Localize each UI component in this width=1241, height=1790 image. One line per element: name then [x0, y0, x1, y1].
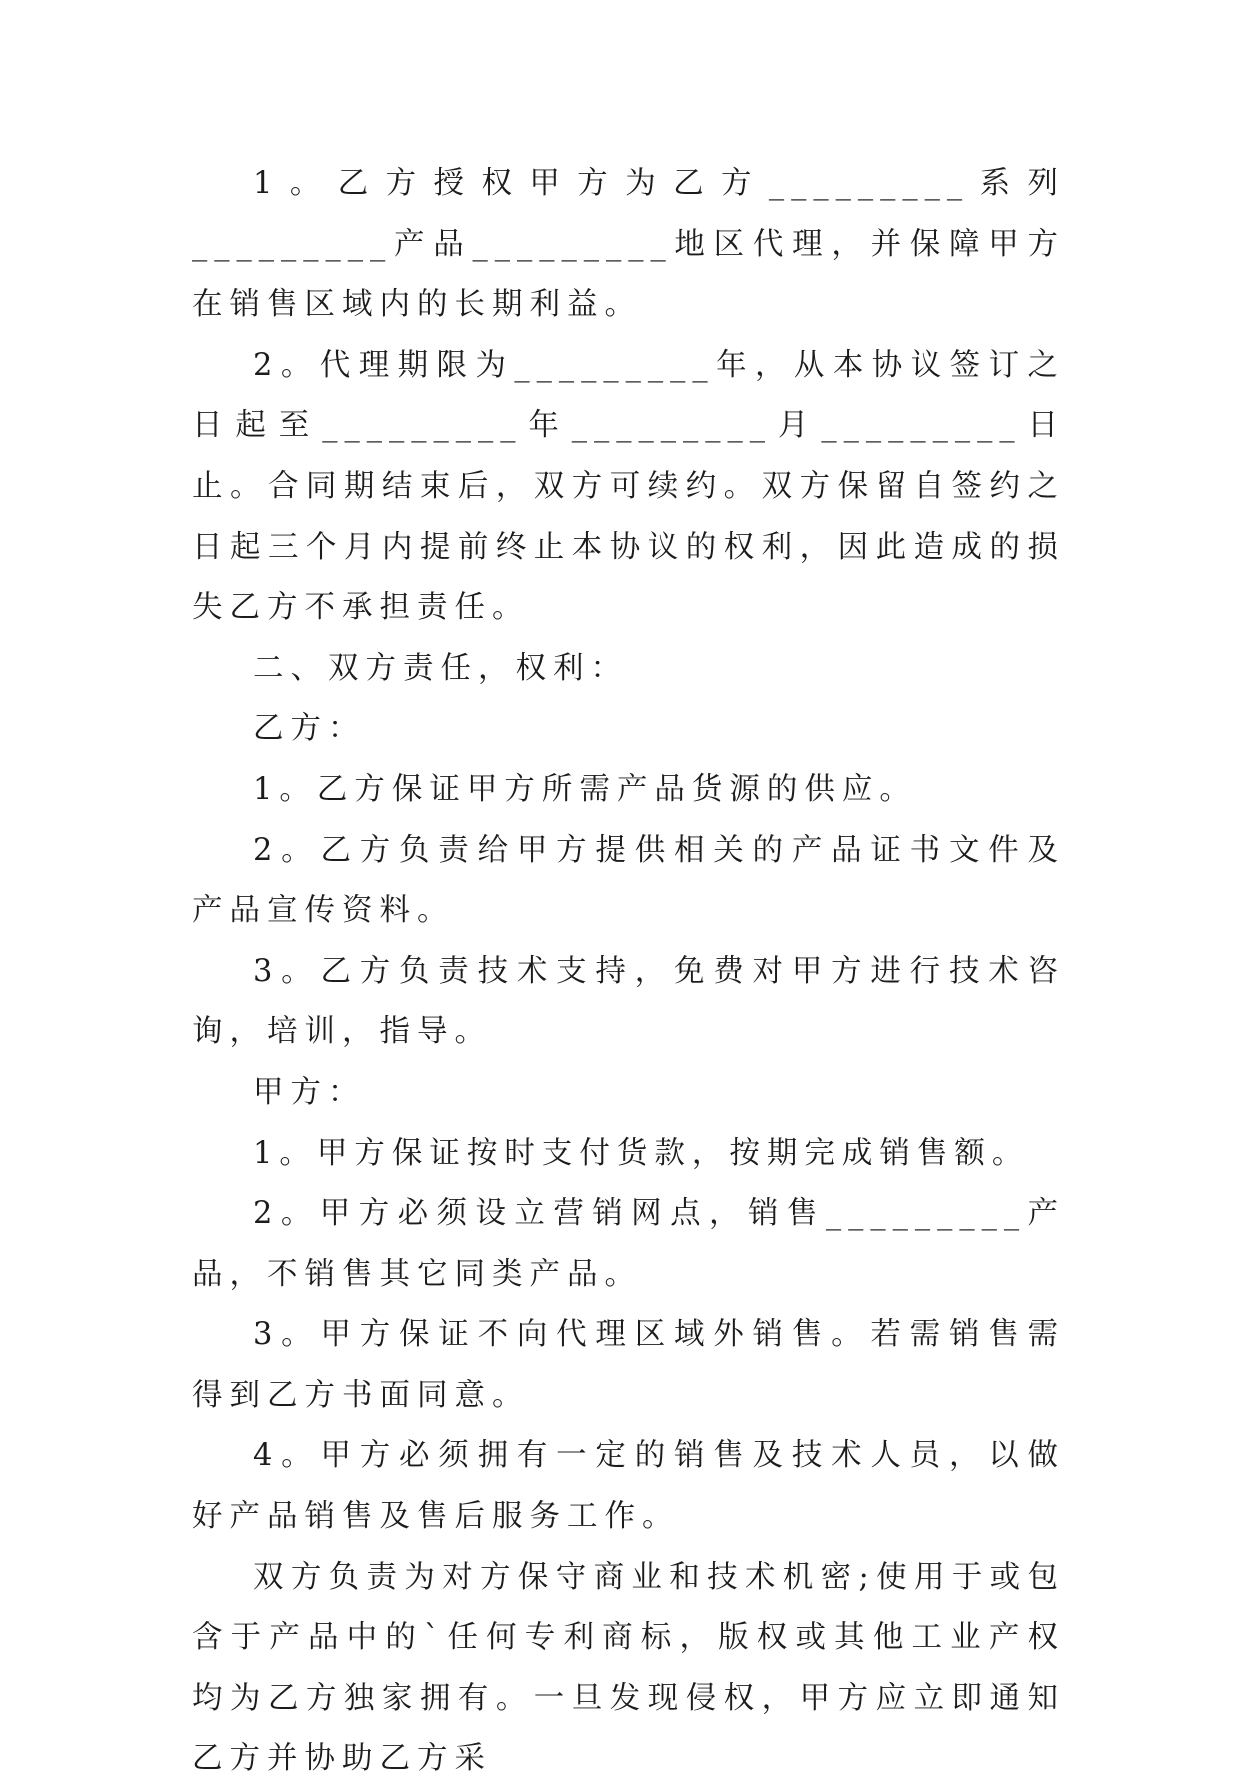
party-b-clause-1: 1。乙方保证甲方所需产品货源的供应。 — [253, 771, 917, 807]
clause-authorization: 1。乙方授权甲方为乙方_________系列_________产品_________地区代理，并保障甲方在销售区域内的长期利益。 — [192, 166, 1065, 323]
document-body — [192, 154, 1065, 1790]
party-a-clause-3: 3。甲方保证不向代理区域外销售。若需销售需得到乙方书面同意。 — [192, 1317, 1065, 1413]
section-heading-responsibilities: 二、双方责任，权利： — [253, 650, 628, 686]
clause-agency-term: 2。代理期限为_________年，从本协议签订之日起至_________年_________月_________日止。合同期结束后，双方可续约。双方保留自签约之日起三个月内提前终止本协议的权利，因此造成的损失乙方不承担责任。 — [192, 347, 1065, 626]
confidentiality-clause: 双方负责为对方保守商业和技术机密;使用于或包含于产品中的`任何专利商标，版权或其他工业产权均为乙方独家拥有。一旦发现侵权，甲方应立即通知乙方并协助乙方采 — [192, 1559, 1065, 1777]
party-b-heading: 乙方： — [253, 711, 366, 747]
party-a-heading: 甲方： — [253, 1074, 366, 1110]
party-b-clause-3: 3。乙方负责技术支持，免费对甲方进行技术咨询，培训，指导。 — [192, 953, 1065, 1050]
party-a-clause-4: 4。甲方必须拥有一定的销售及技术人员，以做好产品销售及售后服务工作。 — [192, 1438, 1065, 1535]
party-a-clause-1: 1。甲方保证按时支付货款，按期完成销售额。 — [253, 1135, 1030, 1171]
party-a-clause-2: 2。甲方必须设立营销网点，销售_________产品，不销售其它同类产品。 — [192, 1196, 1065, 1292]
party-b-clause-2: 2。乙方负责给甲方提供相关的产品证书文件及产品宣传资料。 — [192, 832, 1065, 929]
